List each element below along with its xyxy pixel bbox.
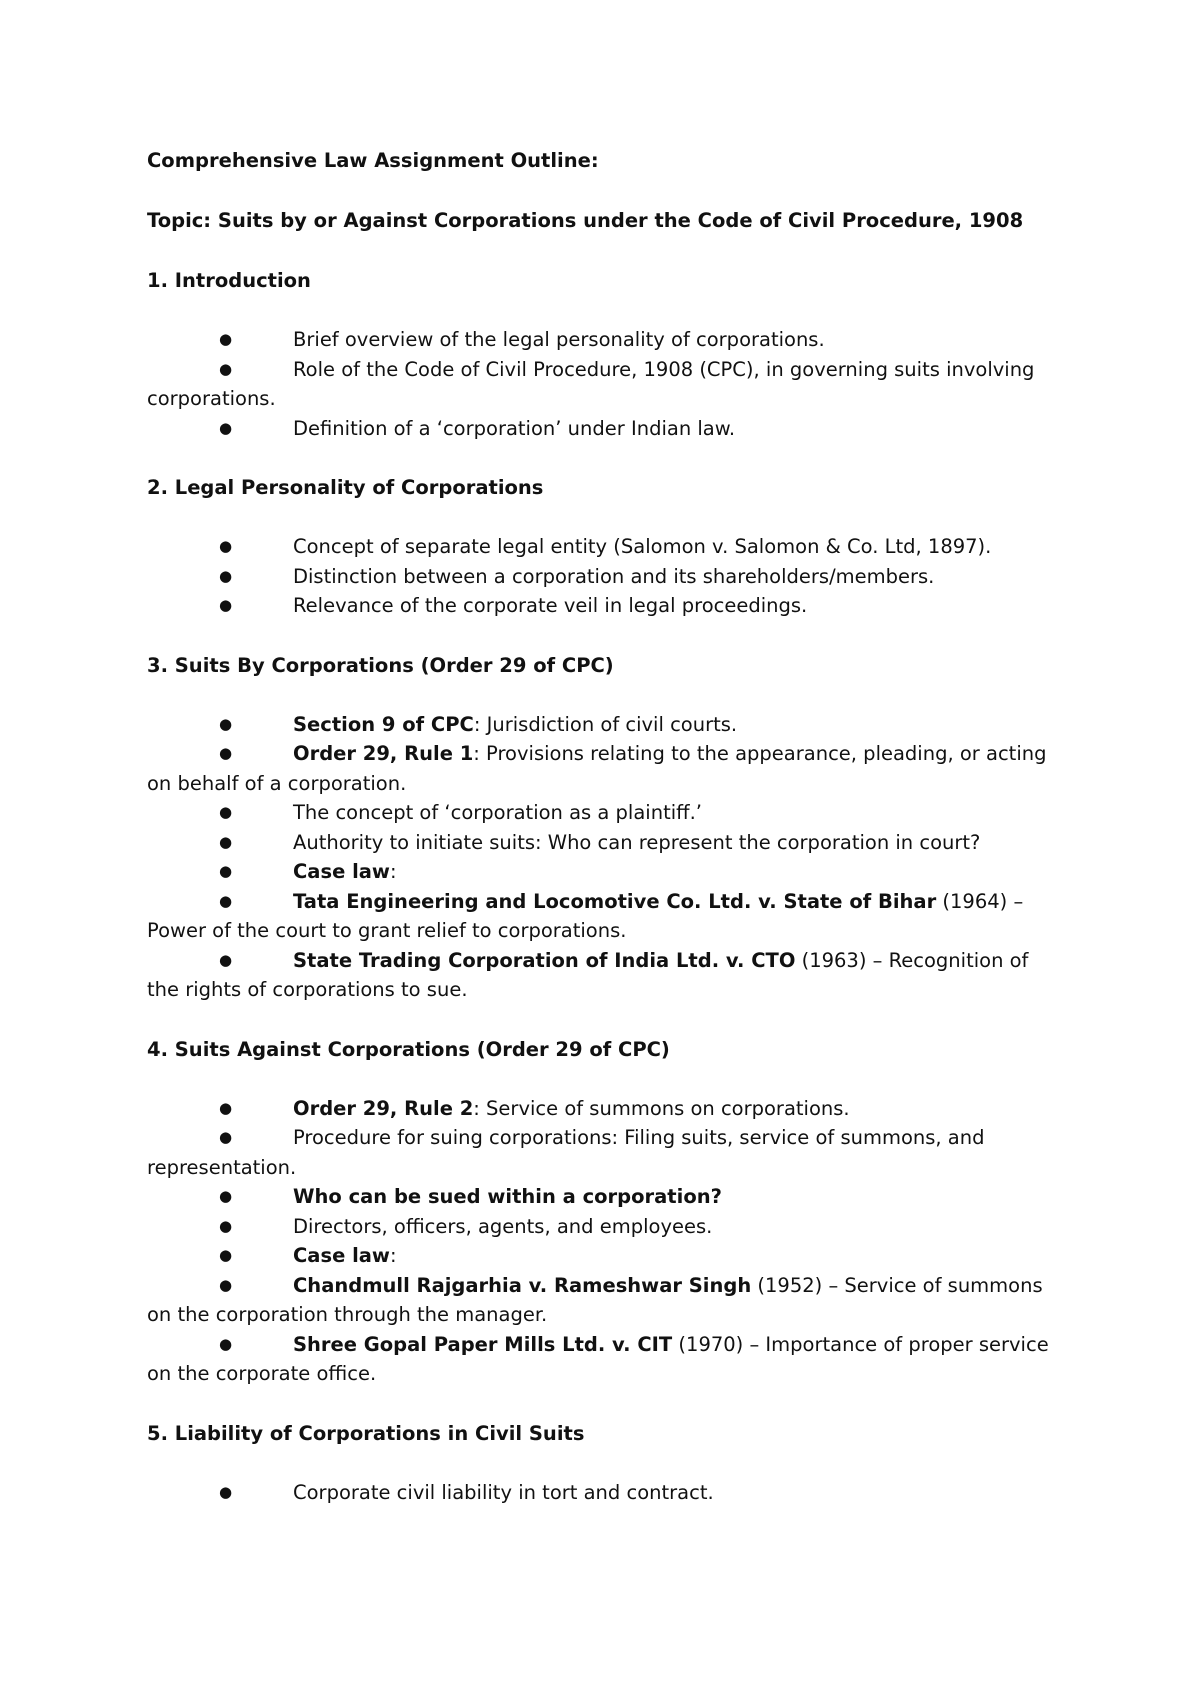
section-heading: 2. Legal Personality of Corporations xyxy=(147,476,544,499)
bullet-icon: ● xyxy=(219,832,233,851)
bullet-icon: ● xyxy=(219,359,233,378)
bullet-item xyxy=(147,591,1060,621)
bullet-icon: ● xyxy=(219,744,233,762)
bullet-icon: ● xyxy=(219,1275,233,1294)
bullet-icon: ● xyxy=(219,566,233,585)
bullet-item xyxy=(147,355,1060,414)
bullet-text: Concept of separate legal entity (Salomon v. Salomon & Co. Ltd, 1897). xyxy=(293,535,992,558)
section-heading: 5. Liability of Corporations in Civil Suits xyxy=(147,1421,585,1445)
bullet-bold-text: Shree Gopal Paper Mills Ltd. v. CIT xyxy=(293,1332,673,1356)
bullet-text: (1964) – Power of the court to grant relief to corporations. xyxy=(147,889,1024,942)
bullet-item xyxy=(147,710,1060,740)
bullet-icon: ● xyxy=(219,1334,233,1353)
bullet-icon: ● xyxy=(219,596,233,614)
bullet-item xyxy=(147,532,1060,562)
bullet-icon: ● xyxy=(219,330,233,348)
bullet-text: : Provisions relating to the appearance, pleading, or acting on behalf of a corporation. xyxy=(147,742,1047,795)
bullet-text: Distinction between a corporation and its shareholders/members. xyxy=(293,564,935,588)
bullet-list xyxy=(147,1094,1060,1389)
bullet-item xyxy=(147,857,1060,887)
bullet-item xyxy=(147,1271,1060,1330)
bullet-text: Relevance of the corporate veil in legal proceedings. xyxy=(293,594,808,617)
bullet-list xyxy=(147,1478,1060,1508)
bullet-item xyxy=(147,414,1060,444)
bullet-text: Definition of a ‘corporation’ under Indian law. xyxy=(293,416,736,440)
bullet-item xyxy=(147,739,1060,798)
bullet-text: : xyxy=(389,1244,397,1267)
bullet-icon: ● xyxy=(219,1246,233,1264)
bullet-text: Directors, officers, agents, and employees. xyxy=(293,1214,713,1238)
sections-container xyxy=(147,266,1060,1507)
bullet-bold-text: Order 29, Rule 1 xyxy=(293,742,474,765)
section-heading: 3. Suits By Corporations (Order 29 of CPC) xyxy=(147,653,614,677)
bullet-icon: ● xyxy=(219,862,233,880)
bullet-item xyxy=(147,798,1060,828)
bullet-bold-text: Chandmull Rajgarhia v. Rameshwar Singh xyxy=(293,1273,752,1297)
section-heading: 1. Introduction xyxy=(147,269,311,292)
bullet-item xyxy=(147,1330,1060,1389)
bullet-item xyxy=(147,828,1060,858)
bullet-icon: ● xyxy=(219,1098,233,1117)
bullet-item xyxy=(147,887,1060,946)
bullet-icon: ● xyxy=(219,950,233,969)
bullet-text: : Jurisdiction of civil courts. xyxy=(473,712,738,736)
bullet-text: : xyxy=(389,860,397,883)
bullet-text: The concept of ‘corporation as a plaintiff.’ xyxy=(293,801,702,824)
bullet-text: Procedure for suing corporations: Filing suits, service of summons, and representation. xyxy=(147,1126,985,1179)
bullet-text: Brief overview of the legal personality of corporations. xyxy=(293,328,825,351)
document-topic: Topic: Suits by or Against Corporations under the Code of Civil Procedure, 1908 xyxy=(147,209,1024,232)
bullet-text: (1963) – Recognition of the rights of corporations to sue. xyxy=(147,948,1029,1001)
bullet-icon: ● xyxy=(219,418,233,437)
bullet-text: : Service of summons on corporations. xyxy=(473,1096,850,1120)
bullet-bold-text: Section 9 of CPC xyxy=(293,712,474,736)
bullet-item xyxy=(147,562,1060,592)
bullet-text: Role of the Code of Civil Procedure, 1908 (CPC), in governing suits involving corporations. xyxy=(147,357,1035,410)
bullet-bold-text: Case law xyxy=(293,1244,390,1267)
bullet-item xyxy=(147,1478,1060,1508)
bullet-icon: ● xyxy=(219,714,233,733)
section-heading: 4. Suits Against Corporations (Order 29 of CPC) xyxy=(147,1037,670,1061)
bullet-icon: ● xyxy=(219,1482,233,1501)
bullet-item xyxy=(147,1241,1060,1271)
document-title: Comprehensive Law Assignment Outline: xyxy=(147,149,599,172)
bullet-icon: ● xyxy=(219,891,233,910)
bullet-icon: ● xyxy=(219,1216,233,1235)
bullet-bold-text: Order 29, Rule 2 xyxy=(293,1096,474,1120)
bullet-text: (1970) – Importance of proper service on the corporate office. xyxy=(147,1332,1049,1385)
bullet-bold-text: Case law xyxy=(293,860,390,883)
bullet-list xyxy=(147,325,1060,443)
bullet-icon: ● xyxy=(219,803,233,821)
bullet-list xyxy=(147,710,1060,1005)
bullet-icon: ● xyxy=(219,1128,233,1146)
bullet-item xyxy=(147,946,1060,1005)
bullet-text: (1952) – Service of summons on the corporation through the manager. xyxy=(147,1273,1043,1326)
bullet-bold-text: Who can be sued within a corporation? xyxy=(293,1185,722,1208)
bullet-item xyxy=(147,1094,1060,1124)
bullet-bold-text: Tata Engineering and Locomotive Co. Ltd. v. State of Bihar xyxy=(293,889,937,913)
bullet-icon: ● xyxy=(219,537,233,555)
bullet-text: Authority to initiate suits: Who can represent the corporation in court? xyxy=(293,830,981,854)
bullet-item xyxy=(147,325,1060,355)
bullet-item xyxy=(147,1212,1060,1242)
bullet-bold-text: State Trading Corporation of India Ltd. v. CTO xyxy=(293,948,796,972)
bullet-list xyxy=(147,532,1060,621)
bullet-item xyxy=(147,1123,1060,1182)
bullet-item xyxy=(147,1182,1060,1212)
bullet-icon: ● xyxy=(219,1187,233,1205)
bullet-text: Corporate civil liability in tort and contract. xyxy=(293,1480,714,1504)
